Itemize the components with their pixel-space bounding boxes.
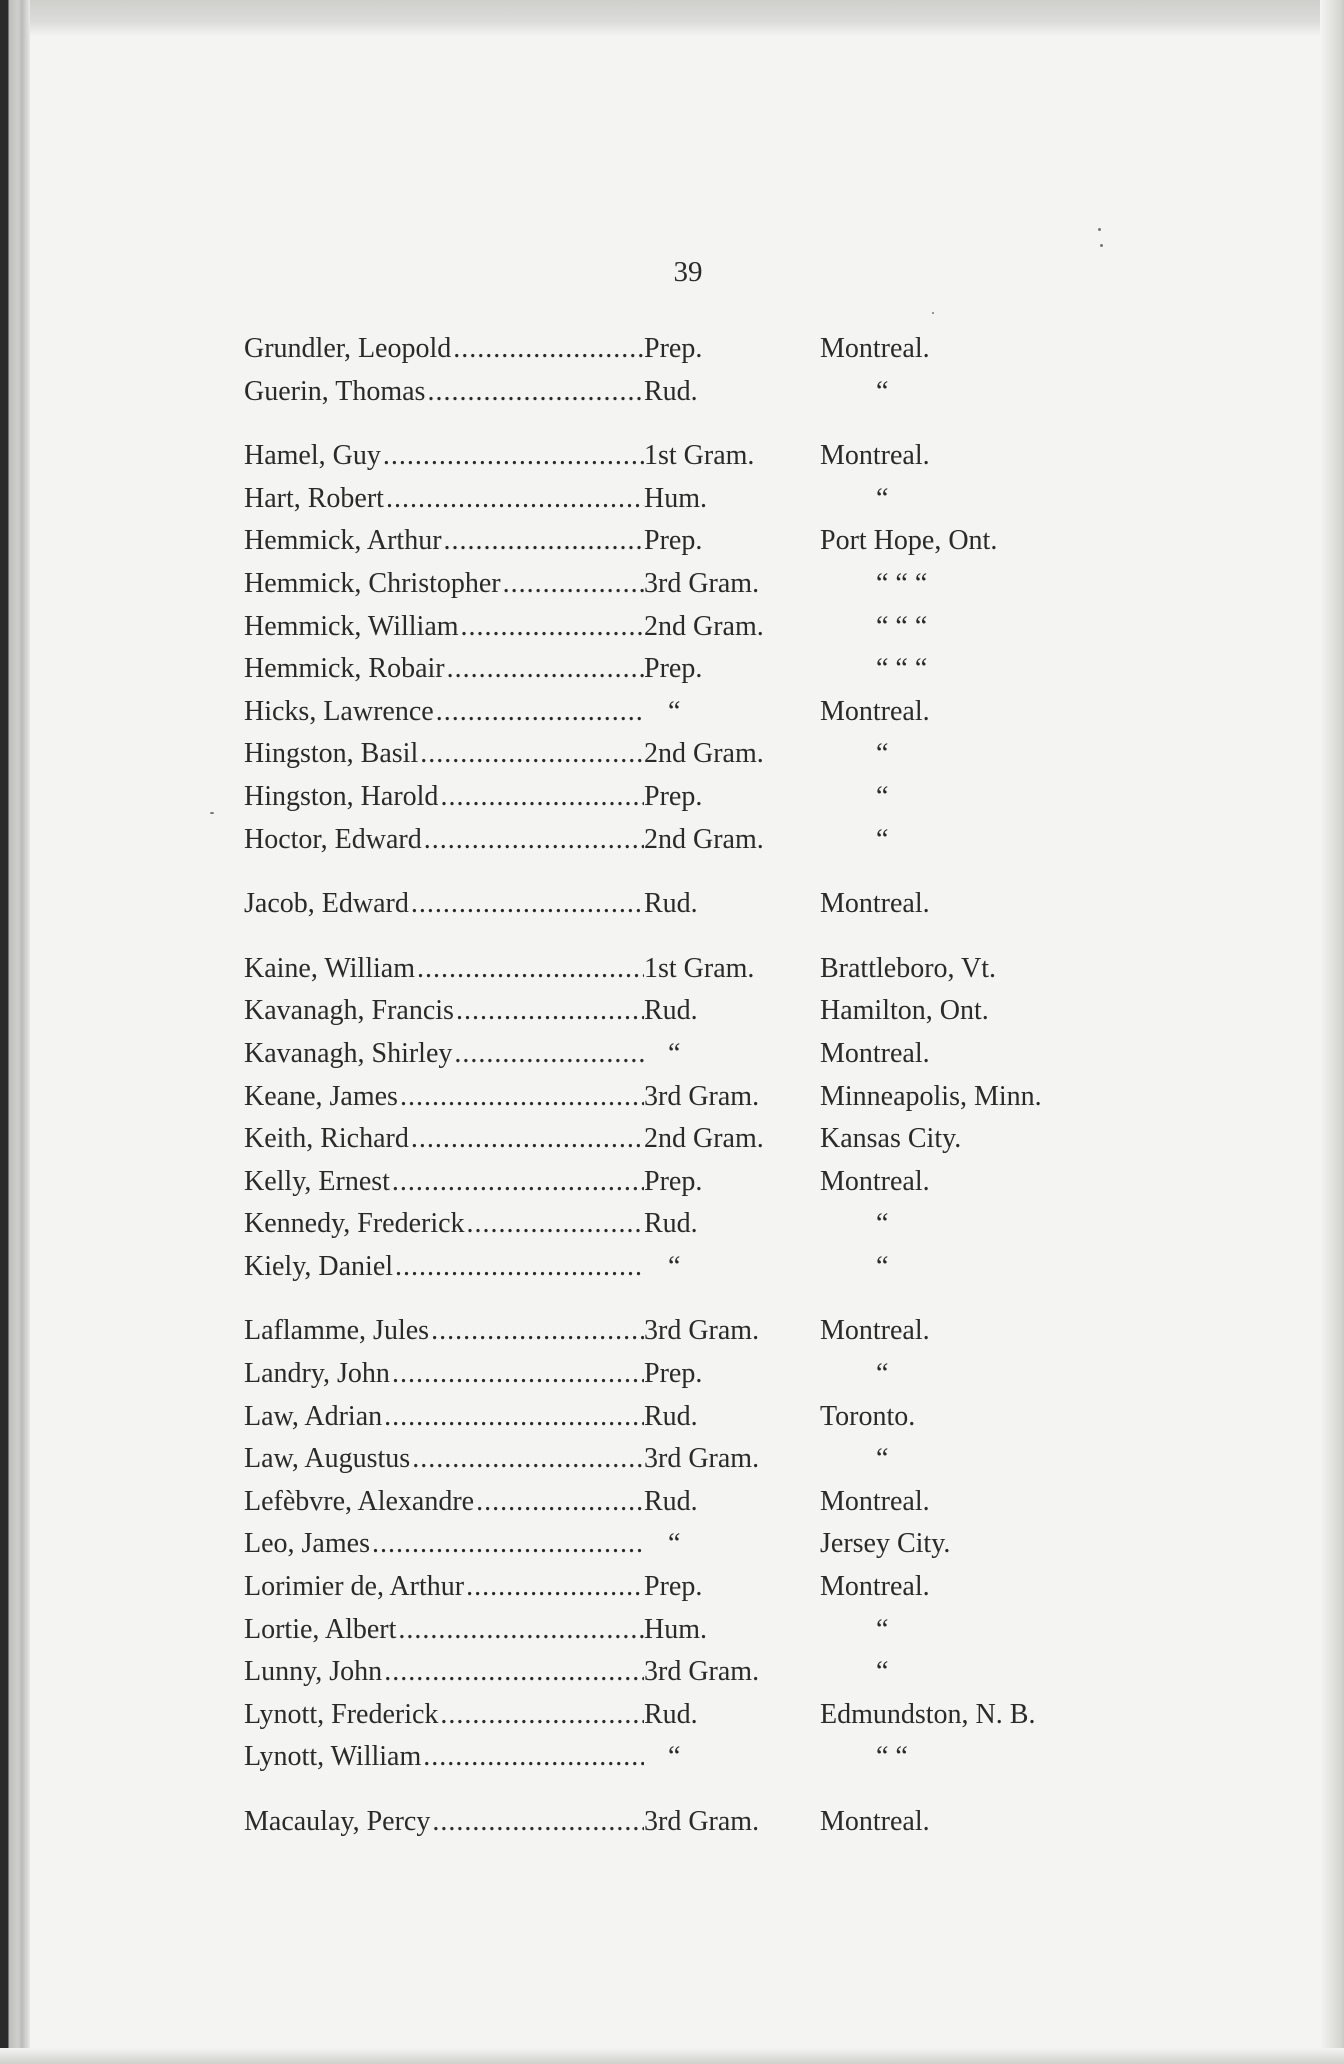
hometown: “ “ “	[876, 567, 928, 599]
class-level: 2nd Gram.	[644, 610, 764, 642]
student-name-cell	[244, 1076, 644, 1119]
dot-leader	[467, 1203, 644, 1246]
dot-leader	[411, 883, 644, 926]
class-level: Prep.	[644, 1358, 703, 1390]
hometown: Montreal.	[820, 695, 930, 727]
hometown: Montreal.	[820, 1315, 930, 1347]
class-level: Rud.	[644, 1208, 698, 1240]
dot-leader	[395, 1246, 644, 1289]
student-name-cell	[244, 1246, 644, 1289]
hometown: “	[876, 1613, 889, 1645]
hometown: “ “	[876, 1741, 908, 1773]
roster-entry	[244, 990, 1124, 1033]
hometown: Montreal.	[820, 1571, 930, 1603]
roster-entry	[244, 520, 1124, 563]
dot-leader	[400, 1076, 644, 1119]
dot-leader	[417, 948, 644, 991]
class-level: 3rd Gram.	[644, 1806, 760, 1837]
student-name: Keane, James	[244, 1080, 398, 1112]
roster-entry	[244, 1438, 1124, 1481]
dot-leader	[456, 990, 644, 1033]
dot-leader	[372, 1523, 644, 1566]
roster-entry	[244, 1310, 1124, 1353]
student-name: Hicks, Lawrence	[244, 695, 434, 727]
hometown: Edmundston, N. B.	[820, 1698, 1036, 1730]
student-name: Laflamme, Jules	[244, 1315, 430, 1347]
hometown: Minneapolis, Minn.	[820, 1080, 1042, 1112]
student-name: Law, Augustus	[244, 1443, 411, 1475]
student-name-cell	[244, 1736, 644, 1779]
student-name-cell	[244, 1203, 644, 1246]
dot-leader	[427, 371, 644, 414]
hometown: “	[876, 1443, 889, 1475]
roster-entry	[244, 328, 1124, 371]
dot-leader	[412, 1438, 644, 1481]
class-level: Rud.	[644, 1698, 698, 1730]
roster-entry	[244, 1246, 1124, 1289]
class-level: Prep.	[644, 653, 703, 685]
roster-entry	[244, 1118, 1124, 1161]
student-name: Hemmick, Christopher	[244, 567, 501, 599]
hometown: Montreal.	[820, 1485, 930, 1517]
student-name-cell	[244, 1396, 644, 1439]
class-level: Hum.	[644, 482, 707, 514]
section-gap	[244, 926, 1124, 948]
class-level: “	[668, 695, 681, 727]
student-name: Kaine, William	[244, 952, 415, 984]
student-name: Kelly, Ernest	[244, 1165, 390, 1197]
hometown: “ “ “	[876, 653, 928, 685]
student-name: Hemmick, William	[244, 610, 459, 642]
class-level: Rud.	[644, 375, 698, 407]
student-name-cell	[244, 691, 644, 734]
dot-leader	[440, 1694, 644, 1737]
student-name-cell	[244, 648, 644, 691]
student-name: Kennedy, Frederick	[244, 1208, 465, 1240]
hometown: Montreal.	[820, 440, 930, 472]
class-level: 3rd Gram.	[644, 1315, 760, 1347]
dot-leader	[383, 435, 644, 478]
student-name-cell	[244, 948, 644, 991]
student-roster	[244, 328, 1124, 1844]
hometown: Montreal.	[820, 333, 930, 364]
section-gap	[244, 413, 1124, 435]
hometown: “	[876, 780, 889, 812]
student-name: Jacob, Edward	[244, 888, 409, 920]
student-name: Hingston, Basil	[244, 738, 419, 770]
roster-entry	[244, 1353, 1124, 1396]
page-number: 39	[673, 256, 703, 288]
dot-leader	[431, 1310, 644, 1353]
student-name-cell	[244, 1310, 644, 1353]
class-level: Hum.	[644, 1613, 707, 1645]
dot-leader	[386, 478, 644, 521]
student-name-cell	[244, 520, 644, 563]
dot-leader	[454, 1033, 644, 1076]
class-level: 1st Gram.	[644, 440, 755, 472]
student-name: Kavanagh, Shirley	[244, 1037, 453, 1069]
student-name: Keith, Richard	[244, 1123, 409, 1155]
student-name-cell	[244, 819, 644, 862]
class-level: Prep.	[644, 1571, 703, 1603]
student-name: Macaulay, Percy	[244, 1806, 431, 1837]
hometown: Montreal.	[820, 1037, 930, 1069]
dot-leader	[384, 1396, 644, 1439]
student-name-cell	[244, 1651, 644, 1694]
student-name: Lynott, William	[244, 1741, 422, 1773]
class-level: 2nd Gram.	[644, 1123, 764, 1155]
student-name-cell	[244, 606, 644, 649]
roster-entry	[244, 1523, 1124, 1566]
class-level: “	[668, 1037, 681, 1069]
roster-entry	[244, 948, 1124, 991]
dot-leader	[444, 520, 644, 563]
student-name-cell	[244, 1609, 644, 1652]
student-name: Landry, John	[244, 1358, 390, 1390]
student-name-cell	[244, 1801, 644, 1844]
roster-entry	[244, 1481, 1124, 1524]
roster-entry	[244, 1203, 1124, 1246]
student-name: Kiely, Daniel	[244, 1250, 394, 1282]
student-name-cell	[244, 1118, 644, 1161]
class-level: 3rd Gram.	[644, 1080, 760, 1112]
roster-entry	[244, 1396, 1124, 1439]
student-name-cell	[244, 435, 644, 478]
dot-leader	[476, 1481, 644, 1524]
hometown: “	[876, 1358, 889, 1390]
student-name-cell	[244, 883, 644, 926]
class-level: Rud.	[644, 995, 698, 1027]
dot-leader	[466, 1566, 644, 1609]
dot-leader	[384, 1651, 644, 1694]
hometown: “	[876, 482, 889, 514]
roster-entry	[244, 606, 1124, 649]
student-name-cell	[244, 1523, 644, 1566]
dot-leader	[440, 776, 644, 819]
student-name: Kavanagh, Francis	[244, 995, 454, 1027]
dot-leader	[453, 328, 644, 371]
dot-leader	[424, 819, 644, 862]
dot-leader	[392, 1353, 644, 1396]
hometown: “ “ “	[876, 610, 928, 642]
student-name: Hingston, Harold	[244, 780, 439, 812]
hometown: Montreal.	[820, 888, 930, 920]
dot-leader	[447, 648, 644, 691]
class-level: 2nd Gram.	[644, 738, 764, 770]
roster-entry	[244, 1736, 1124, 1779]
dot-leader	[503, 563, 644, 606]
roster-entry	[244, 648, 1124, 691]
student-name: Lortie, Albert	[244, 1613, 397, 1645]
class-level: “	[668, 1528, 681, 1560]
student-name-cell	[244, 328, 644, 371]
roster-entry	[244, 1033, 1124, 1076]
roster-entry	[244, 563, 1124, 606]
roster-entry	[244, 371, 1124, 414]
student-name-cell	[244, 1033, 644, 1076]
roster-entry	[244, 776, 1124, 819]
section-gap	[244, 861, 1124, 883]
dot-leader	[461, 606, 644, 649]
roster-entry	[244, 1566, 1124, 1609]
hometown: Hamilton, Ont.	[820, 995, 989, 1027]
student-name: Leo, James	[244, 1528, 370, 1560]
class-level: 1st Gram.	[644, 952, 755, 984]
dot-leader	[432, 1801, 644, 1844]
dot-leader	[423, 1736, 644, 1779]
class-level: “	[668, 1741, 681, 1773]
roster-entry	[244, 819, 1124, 862]
student-name: Lorimier de, Arthur	[244, 1571, 465, 1603]
hometown: Kansas City.	[820, 1123, 962, 1155]
student-name: Grundler, Leopold	[244, 333, 452, 364]
hometown: Port Hope, Ont.	[820, 525, 998, 557]
student-name-cell	[244, 371, 644, 414]
student-name-cell	[244, 1353, 644, 1396]
student-name-cell	[244, 776, 644, 819]
roster-entry	[244, 1076, 1124, 1119]
student-name: Hamel, Guy	[244, 440, 381, 472]
student-name-cell	[244, 1438, 644, 1481]
hometown: “	[876, 738, 889, 770]
student-name: Lunny, John	[244, 1656, 383, 1688]
class-level: 3rd Gram.	[644, 1656, 760, 1688]
class-level: Rud.	[644, 888, 698, 920]
class-level: Rud.	[644, 1400, 698, 1432]
section-gap	[244, 1779, 1124, 1801]
hometown: Montreal.	[820, 1165, 930, 1197]
student-name: Lynott, Frederick	[244, 1698, 439, 1730]
hometown: “	[876, 1208, 889, 1240]
roster-entry	[244, 1694, 1124, 1737]
student-name: Law, Adrian	[244, 1400, 383, 1432]
hometown: “	[876, 1250, 889, 1282]
hometown: “	[876, 375, 889, 407]
student-name-cell	[244, 733, 644, 776]
class-level: Prep.	[644, 1165, 703, 1197]
dot-leader	[398, 1609, 644, 1652]
roster-entry	[244, 691, 1124, 734]
hometown: Toronto.	[820, 1400, 916, 1432]
hometown: Brattleboro, Vt.	[820, 952, 997, 984]
student-name: Hemmick, Arthur	[244, 525, 442, 557]
roster-entry	[244, 478, 1124, 521]
class-level: 3rd Gram.	[644, 1443, 760, 1475]
student-name-cell	[244, 1161, 644, 1204]
class-level: Prep.	[644, 525, 703, 557]
student-name-cell	[244, 563, 644, 606]
student-name-cell	[244, 478, 644, 521]
roster-entry	[244, 1801, 1124, 1844]
student-name: Guerin, Thomas	[244, 375, 426, 407]
student-name-cell	[244, 990, 644, 1033]
class-level: Rud.	[644, 1485, 698, 1517]
class-level: Prep.	[644, 333, 703, 364]
dot-leader	[436, 691, 644, 734]
class-level: “	[668, 1250, 681, 1282]
class-level: 3rd Gram.	[644, 567, 760, 599]
dot-leader	[420, 733, 644, 776]
dot-leader	[411, 1118, 644, 1161]
roster-entry	[244, 883, 1124, 926]
hometown: Jersey City.	[820, 1528, 951, 1560]
roster-entry	[244, 733, 1124, 776]
student-name: Hart, Robert	[244, 482, 384, 514]
class-level: Prep.	[644, 780, 703, 812]
roster-entry	[244, 1609, 1124, 1652]
dot-leader	[392, 1161, 644, 1204]
hometown: “	[876, 823, 889, 855]
hometown: Montreal.	[820, 1806, 930, 1837]
student-name: Hemmick, Robair	[244, 653, 445, 685]
roster-entry	[244, 435, 1124, 478]
student-name: Lefèbvre, Alexandre	[244, 1485, 475, 1517]
section-gap	[244, 1288, 1124, 1310]
student-name-cell	[244, 1566, 644, 1609]
roster-entry	[244, 1161, 1124, 1204]
student-name-cell	[244, 1481, 644, 1524]
hometown: “	[876, 1656, 889, 1688]
class-level: 2nd Gram.	[644, 823, 764, 855]
roster-entry	[244, 1651, 1124, 1694]
student-name-cell	[244, 1694, 644, 1737]
student-name: Hoctor, Edward	[244, 823, 422, 855]
